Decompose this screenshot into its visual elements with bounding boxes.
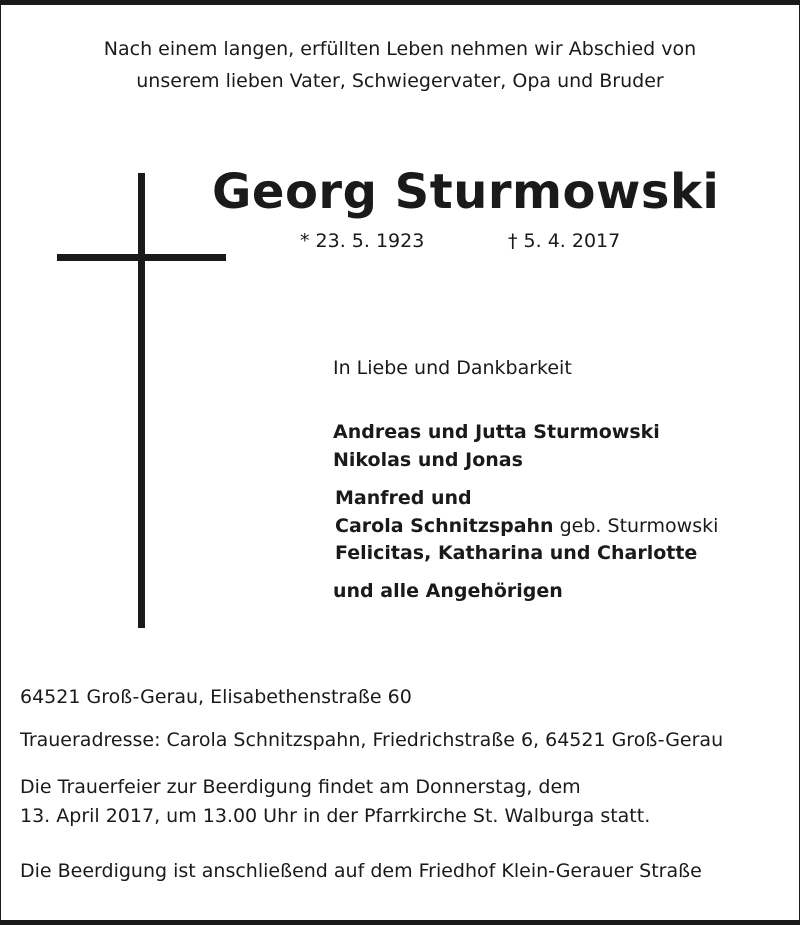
birth-date: * 23. 5. 1923 (300, 230, 425, 252)
intro-text (0, 33, 800, 97)
intro-line-1: Nach einem langen, erfüllten Leben nehmen wir Abschied von (103, 38, 697, 60)
cross-icon-vertical (138, 173, 145, 628)
greeting: In Liebe und Dankbarkeit (333, 357, 572, 379)
deceased-name: Georg Sturmowski (212, 164, 720, 220)
burial-info: Die Beerdigung ist anschließend auf dem Friedhof Klein-Gerauer Straße (20, 860, 702, 882)
family2-line-2-suffix: geb. Sturmowski (553, 515, 719, 537)
home-address: 64521 Groß-Gerau, Elisabethenstraße 60 (20, 686, 412, 708)
other-relatives: und alle Angehörigen (333, 580, 563, 602)
ceremony-line-1: Die Trauerfeier zur Beerdigung findet am Donnerstag, dem (20, 776, 581, 798)
family2-line-3: Felicitas, Katharina und Charlotte (335, 542, 698, 564)
family2-line-1: Manfred und (335, 487, 472, 509)
family2-line-2 (335, 512, 718, 540)
family1-line-1: Andreas und Jutta Sturmowski (333, 421, 660, 443)
family1-line-2: Nikolas und Jonas (333, 449, 523, 471)
ceremony-line-2: 13. April 2017, um 13.00 Uhr in der Pfarrkirche St. Walburga statt. (20, 805, 651, 827)
death-date: † 5. 4. 2017 (508, 230, 621, 252)
mourning-address: Traueradresse: Carola Schnitzspahn, Friedrichstraße 6, 64521 Groß-Gerau (20, 729, 724, 751)
family2-line-2-name: Carola Schnitzspahn (335, 515, 554, 537)
intro-line-2: unserem lieben Vater, Schwiegervater, Opa und Bruder (136, 70, 664, 92)
cross-icon-horizontal (57, 254, 226, 261)
